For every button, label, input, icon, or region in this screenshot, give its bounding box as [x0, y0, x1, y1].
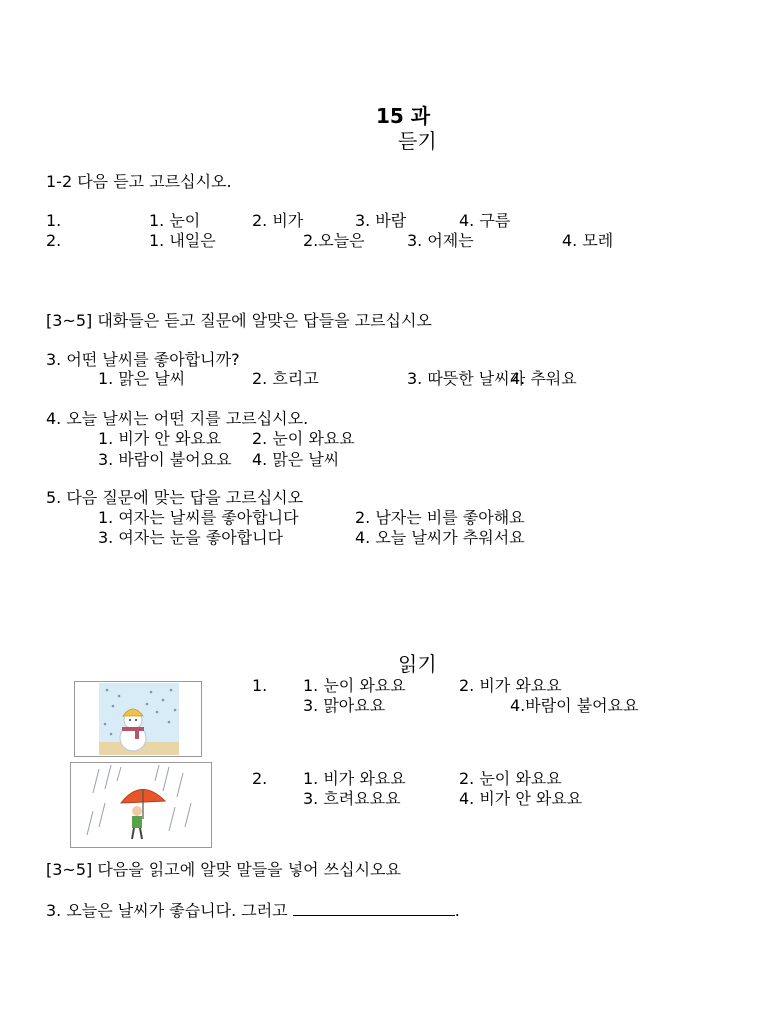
reading-q1-option-2: 2. 비가 와요요: [459, 676, 562, 695]
rain-umbrella-illustration: [71, 763, 211, 847]
reading-q1-option-4: 4.바람이 불어요요: [510, 696, 639, 715]
dialogue-q5-text: 5. 다음 질문에 맞는 답을 고르십시오: [46, 488, 304, 507]
reading-heading: 읽기: [398, 652, 437, 676]
reading-q2-option-2: 2. 눈이 와요요: [459, 769, 562, 788]
listening-q1-option-1: 1. 눈이: [149, 211, 201, 230]
listening-q2-number: 2.: [46, 231, 62, 250]
dialogue-q5-option-2: 2. 남자는 비를 좋아해요: [355, 508, 525, 527]
snowman-picture: [74, 681, 202, 757]
listening-q1-number: 1.: [46, 211, 62, 230]
dialogue-instruction: [3~5] 대화들은 듣고 질문에 알맞은 답들을 고르십시오: [46, 311, 432, 330]
dialogue-q5-option-1: 1. 여자는 날씨를 좋아합니다: [98, 508, 299, 527]
listening-instruction: 1-2 다음 듣고 고르십시오.: [46, 172, 232, 191]
dialogue-q5-option-4: 4. 오늘 날씨가 추워서요: [355, 528, 525, 547]
dialogue-q4-option-1: 1. 비가 안 와요요: [98, 429, 222, 448]
listening-q1-option-4: 4. 구름: [459, 211, 511, 230]
reading-q3-text: 3. 오늘은 날씨가 좋습니다. 그러고: [46, 901, 288, 920]
reading-q3: [46, 901, 460, 921]
dialogue-q4-option-4: 4. 맑은 날씨: [252, 450, 340, 469]
reading-instruction: [3~5] 다음을 읽고에 알맞 말들을 넣어 쓰십시오요: [46, 860, 401, 879]
reading-q2-option-3: 3. 흐려요요요: [303, 789, 401, 808]
dialogue-q4-option-3: 3. 바람이 불어요요: [98, 450, 232, 469]
dialogue-q3-option-1: 1. 맑은 날씨: [98, 369, 186, 388]
dialogue-q3-option-4: 4. 추워요: [510, 369, 577, 388]
reading-q1-option-3: 3. 맑아요요: [303, 696, 386, 715]
listening-q2-option-4: 4. 모레: [562, 231, 614, 250]
answer-blank[interactable]: [293, 901, 455, 916]
listening-q1-option-3: 3. 바람: [355, 211, 407, 230]
rain-picture: [70, 762, 212, 848]
dialogue-q4-option-2: 2. 눈이 와요요: [252, 429, 355, 448]
listening-q2-option-1: 1. 내일은: [149, 231, 216, 250]
dialogue-q3-option-2: 2. 흐리고: [252, 369, 319, 388]
lesson-title: 15 과: [376, 104, 431, 128]
reading-q2-option-1: 1. 비가 와요요: [303, 769, 406, 788]
listening-q1-option-2: 2. 비가: [252, 211, 304, 230]
listening-heading: 듣기: [398, 129, 437, 153]
reading-q3-end: .: [454, 901, 460, 920]
listening-q2-option-3: 3. 어제는: [407, 231, 474, 250]
reading-q1-option-1: 1. 눈이 와요요: [303, 676, 406, 695]
dialogue-q3-option-3: 3. 따뜻한 날씨가: [407, 369, 526, 388]
dialogue-q5-option-3: 3. 여자는 눈을 좋아합니다: [98, 528, 284, 547]
snowman-illustration: [75, 682, 201, 756]
reading-q1-number: 1.: [252, 676, 268, 695]
reading-q2-option-4: 4. 비가 안 와요요: [459, 789, 583, 808]
dialogue-q4-text: 4. 오늘 날씨는 어떤 지를 고르십시오.: [46, 409, 309, 428]
reading-q2-number: 2.: [252, 769, 268, 788]
dialogue-q3-text: 3. 어떤 날씨를 좋아합니까?: [46, 350, 240, 369]
listening-q2-option-2: 2.오늘은: [303, 231, 365, 250]
